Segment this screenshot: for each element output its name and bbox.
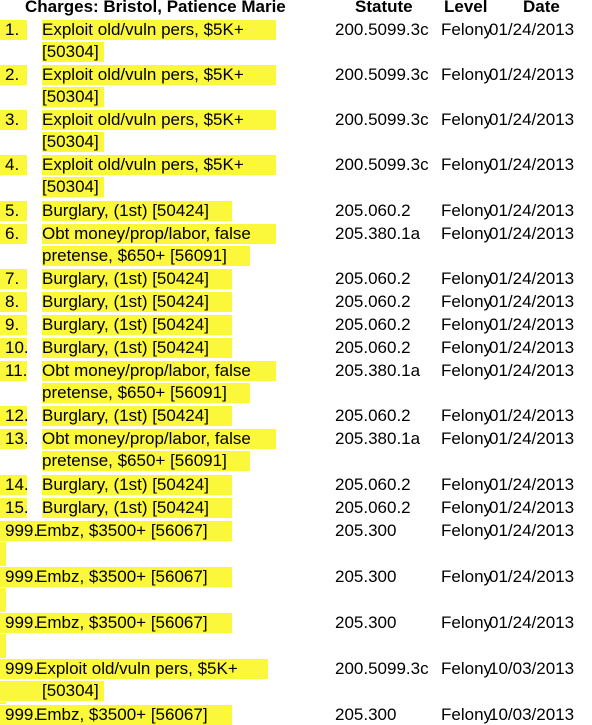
charge-number: 4. xyxy=(5,155,20,174)
charge-number: 6. xyxy=(5,224,20,243)
charge-description: Obt money/prop/labor, false xyxy=(42,429,251,448)
charge-date: 01/24/2013 xyxy=(489,65,575,84)
charge-date: 01/24/2013 xyxy=(489,521,575,540)
charge-number: 13. xyxy=(5,429,29,448)
charge-statute: 200.5099.3c xyxy=(335,659,429,678)
charge-statute: 205.060.2 xyxy=(335,269,411,288)
charge-description: Burglary, (1st) [50424] xyxy=(42,475,209,494)
charge-statute: 205.300 xyxy=(335,567,397,586)
charge-number: 2. xyxy=(5,65,20,84)
charge-date: 01/24/2013 xyxy=(489,567,575,586)
charge-level: Felony xyxy=(441,201,493,220)
charge-level: Felony xyxy=(441,521,493,540)
charge-statute: 200.5099.3c xyxy=(335,110,429,129)
charge-date: 01/24/2013 xyxy=(489,429,575,448)
highlight-bar xyxy=(0,634,6,658)
charge-number: 999. xyxy=(5,705,39,724)
charge-level: Felony xyxy=(441,224,493,243)
charge-number: 8. xyxy=(5,292,20,311)
charge-level: Felony xyxy=(441,315,493,334)
charge-statute: 205.060.2 xyxy=(335,201,411,220)
charge-number: 3. xyxy=(5,110,20,129)
charge-description-cont: pretense, $650+ [56091] xyxy=(42,451,227,470)
charge-description: Exploit old/vuln pers, $5K+ xyxy=(36,659,238,678)
charge-description: Burglary, (1st) [50424] xyxy=(42,201,209,220)
charge-level: Felony xyxy=(441,110,493,129)
charge-description: Embz, $3500+ [56067] xyxy=(36,521,208,540)
charge-statute: 205.300 xyxy=(335,613,397,632)
date-header: Date xyxy=(523,0,560,16)
charge-date: 01/24/2013 xyxy=(489,361,575,380)
charge-date: 01/24/2013 xyxy=(489,498,575,517)
charge-description: Burglary, (1st) [50424] xyxy=(42,406,209,425)
charge-description-cont: pretense, $650+ [56091] xyxy=(42,246,227,265)
charge-date: 01/24/2013 xyxy=(489,315,575,334)
charge-description: Burglary, (1st) [50424] xyxy=(42,269,209,288)
charge-level: Felony xyxy=(441,498,493,517)
charge-level: Felony xyxy=(441,338,493,357)
charge-statute: 205.300 xyxy=(335,705,397,724)
charge-description: Exploit old/vuln pers, $5K+ xyxy=(42,155,244,174)
charge-number: 12. xyxy=(5,406,29,425)
charge-date: 01/24/2013 xyxy=(489,292,575,311)
charge-number: 999. xyxy=(5,521,39,540)
level-header: Level xyxy=(444,0,488,16)
charge-description: Exploit old/vuln pers, $5K+ xyxy=(42,20,244,39)
charge-level: Felony xyxy=(441,475,493,494)
charge-level: Felony xyxy=(441,613,493,632)
charge-description: Embz, $3500+ [56067] xyxy=(36,567,208,586)
charge-level: Felony xyxy=(441,659,493,678)
charge-number: 9. xyxy=(5,315,20,334)
charge-level: Felony xyxy=(441,705,493,724)
charge-statute: 200.5099.3c xyxy=(335,65,429,84)
charge-statute: 205.060.2 xyxy=(335,475,411,494)
charge-description-cont: [50304] xyxy=(42,177,99,196)
charge-description-cont: [50304] xyxy=(42,132,99,151)
charge-number: 1. xyxy=(5,20,20,39)
charge-number: 999. xyxy=(5,659,39,678)
charge-description: Obt money/prop/labor, false xyxy=(42,361,251,380)
charge-statute: 205.300 xyxy=(335,521,397,540)
charge-date: 01/24/2013 xyxy=(489,269,575,288)
charge-level: Felony xyxy=(441,20,493,39)
charge-level: Felony xyxy=(441,406,493,425)
charge-date: 01/24/2013 xyxy=(489,110,575,129)
charge-description: Exploit old/vuln pers, $5K+ xyxy=(42,65,244,84)
charge-description: Burglary, (1st) [50424] xyxy=(42,498,209,517)
charge-description: Exploit old/vuln pers, $5K+ xyxy=(42,110,244,129)
charge-description: Burglary, (1st) [50424] xyxy=(42,292,209,311)
charge-number: 5. xyxy=(5,201,20,220)
charge-date: 01/24/2013 xyxy=(489,613,575,632)
charge-date: 01/24/2013 xyxy=(489,20,575,39)
charge-number: 11. xyxy=(5,361,28,380)
charge-statute: 205.060.2 xyxy=(335,292,411,311)
charge-number: 7. xyxy=(5,269,20,288)
charge-description: Obt money/prop/labor, false xyxy=(42,224,251,243)
charge-level: Felony xyxy=(441,567,493,586)
charge-statute: 205.060.2 xyxy=(335,498,411,517)
charge-statute: 200.5099.3c xyxy=(335,20,429,39)
charge-date: 10/03/2013 xyxy=(489,659,575,678)
charge-date: 01/24/2013 xyxy=(489,406,575,425)
charge-statute: 205.060.2 xyxy=(335,315,411,334)
charge-date: 01/24/2013 xyxy=(489,224,575,243)
highlight-bar xyxy=(0,588,6,612)
charge-level: Felony xyxy=(441,361,493,380)
charge-number: 10. xyxy=(5,338,29,357)
charge-description: Burglary, (1st) [50424] xyxy=(42,315,209,334)
charge-number: 999. xyxy=(5,567,39,586)
charge-date: 01/24/2013 xyxy=(489,338,575,357)
charge-statute: 205.380.1a xyxy=(335,429,421,448)
charge-date: 10/03/2013 xyxy=(489,705,575,724)
charge-date: 01/24/2013 xyxy=(489,155,575,174)
charge-level: Felony xyxy=(441,269,493,288)
charge-description-cont: [50304] xyxy=(42,681,99,700)
charges-header: Charges: Bristol, Patience Marie xyxy=(25,0,286,16)
charge-description-cont: [50304] xyxy=(42,42,99,61)
charge-level: Felony xyxy=(441,429,493,448)
charge-statute: 205.060.2 xyxy=(335,338,411,357)
charge-description: Burglary, (1st) [50424] xyxy=(42,338,209,357)
charge-number: 999. xyxy=(5,613,39,632)
charge-number: 14. xyxy=(5,475,29,494)
charge-date: 01/24/2013 xyxy=(489,201,575,220)
charge-level: Felony xyxy=(441,65,493,84)
charge-level: Felony xyxy=(441,155,493,174)
charge-date: 01/24/2013 xyxy=(489,475,575,494)
charge-statute: 205.380.1a xyxy=(335,361,421,380)
charge-statute: 205.380.1a xyxy=(335,224,421,243)
charge-description-cont: [50304] xyxy=(42,87,99,106)
charge-description: Embz, $3500+ [56067] xyxy=(36,705,208,724)
charge-description-cont: pretense, $650+ [56091] xyxy=(42,383,227,402)
charge-level: Felony xyxy=(441,292,493,311)
highlight-bar xyxy=(0,542,6,566)
charge-statute: 205.060.2 xyxy=(335,406,411,425)
charge-description: Embz, $3500+ [56067] xyxy=(36,613,208,632)
charge-statute: 200.5099.3c xyxy=(335,155,429,174)
charge-number: 15. xyxy=(5,498,29,517)
statute-header: Statute xyxy=(355,0,413,16)
